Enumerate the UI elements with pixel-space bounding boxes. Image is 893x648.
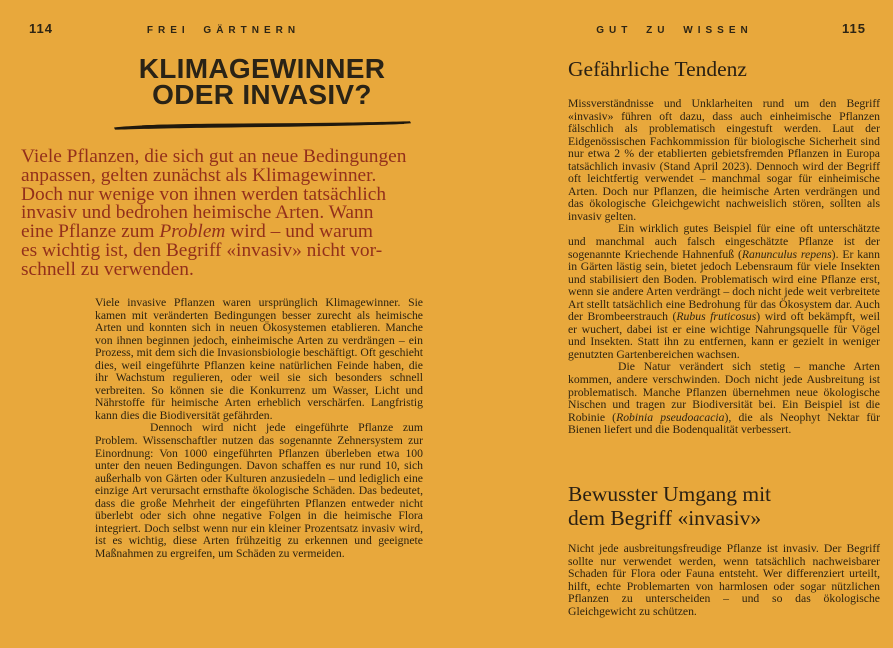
page-number-left: 114 [29, 21, 53, 36]
section-heading-2: Bewusster Umgang mit dem Begriff «invasiv» [568, 482, 772, 530]
body-paragraph: Missverständnisse und Unklarheiten rund um den Begriff «invasiv» führen oft dazu, dass auch einheimische Pflanzen fälschlich als problematisch eingestuft werden. Laut der Eidgenössischen Fachkommission für biologische Sicherheit sind nur etwa 2 % der etablierten gebietsfremden Pflanzen in Europa tatsächlich invasiv (Stand April 2023). Dennoch wird der Begriff oft leichtfertig verwendet – manchmal sogar für einheimische Arten. Doch nur Pflanzen, die heimische Arten verdrängen und das ökologische Gleichgewicht nachweislich stören, sollten als invasiv gelten. [568, 97, 880, 223]
body-paragraph: Nicht jede ausbreitungsfreudige Pflanze ist invasiv. Der Begriff sollte nur verwendet werden, wenn tatsächlich nachweisbarer Schaden für Flora oder Fauna entsteht. Wer differenziert urteilt, hilft, echte Problemarten von harmlosen oder sogar nützlichen Pflanzen zu unterscheiden – und so das ökologische Gleichgewicht zu schützen. [568, 542, 880, 618]
body-paragraph: Die Natur verändert sich stetig – manche Arten kommen, andere verschwinden. Doch nicht jede Ausbreitung ist problematisch. Manche Pflanzen übernehmen neue ökologische Nischen und tragen zur Biodiversität bei. Ein Beispiel ist die Robinie (Robinia pseudoacacia), die als Neophyt Nektar für Bienen liefert und die Bodenqualität verbessert. [568, 360, 880, 437]
body-paragraph: Ein wirklich gutes Beispiel für eine oft unterschätzte und manchmal auch falsch eingeschätzte Pflanze ist der sogenannte Kriechende Hahnenfuß (Ranunculus repens). Er kann in Gärten lästig sein, bietet jedoch Lebensraum für viele Insekten und stabilisiert den Boden. Problematisch wird eine Pflanze erst, wenn sie andere Arten verdrängt – doch nicht jede weit verbreitete Art stellt tatsächlich eine Bedrohung für das Ökosystem dar. Auch der Brombeerstrauch (Rubus fruticosus) wird oft bekämpft, weil er wuchert, dabei ist er eine wichtige Nahrungsquelle für Vögel und Insekten. Statt ihn zu entfernen, kann er gezielt in weniger genutzten Gartenbereichen wachsen. [568, 222, 880, 361]
body-paragraph: Viele invasive Pflanzen waren ursprünglich Klimagewinner. Sie kamen mit veränderten Bedingungen besser zurecht als heimische Arten und konnten sich in neuen Ökosystemen etablieren. Manche von ihnen beginnen jedoch, einheimische Arten zu verdrängen – ein Prozess, mit dem sich die Invasionsbiologie beschäftigt. Oft geschieht dies, weil eingeführte Pflanzen keine natürlichen Feinde haben, die ihr Wachstum regulieren, oder weil sie sich besonders schnell verbreiten. So können sie die Konkurrenz um Wasser, Licht und Nährstoffe für heimische Arten erheblich verschärfen. Langfristig kann dies die Biodiversität gefährden. [95, 296, 423, 422]
left-body-column [95, 297, 423, 560]
running-head-right: GUT ZU WISSEN [596, 25, 753, 36]
running-head-left: FREI GÄRTNERN [146, 25, 301, 36]
intro-paragraph: Viele Pflanzen, die sich gut an neue Bedingungen anpassen, gelten zunächst als Klimagewinner. Doch nur wenige von ihnen werden tatsächlich invasiv und bedrohen heimische Arten. Wann eine Pflanze zum Problem wird – und warum es wichtig ist, den Begriff «invasiv» nicht vor- schnell zu verwenden. [21, 146, 407, 280]
body-paragraph: Dennoch wird nicht jede eingeführte Pflanze zum Problem. Wissenschaftler nutzen das sogenannte Zehnersystem zur Einordnung: Von 1000 eingeführten Pflanzen überleben etwa 100 unter den neuen Bedingungen. Davon schaffen es nur rund 10, sich außerhalb von Gärten oder Kulturen anzusiedeln – und lediglich eine einzige Art verursacht ernsthafte ökologische Schäden. Das bedeutet, dass die große Mehrheit der eingeführten Pflanzen entweder nicht überlebt oder sich ohne negative Folgen in die heimische Flora integriert. Doch selbst wenn nur ein kleiner Prozentsatz invasiv wird, ist es wichtig, diese Arten frühzeitig zu erkennen und geeignete Maßnahmen zu ergreifen, um Schäden zu vermeiden. [95, 421, 423, 560]
right-body-column [568, 98, 880, 437]
brush-stroke-icon [112, 116, 412, 134]
article-headline: KLIMAGEWINNER ODER INVASIV? [138, 53, 386, 110]
section-heading-1: Gefährliche Tendenz [568, 57, 747, 81]
page-number-right: 115 [842, 21, 866, 36]
